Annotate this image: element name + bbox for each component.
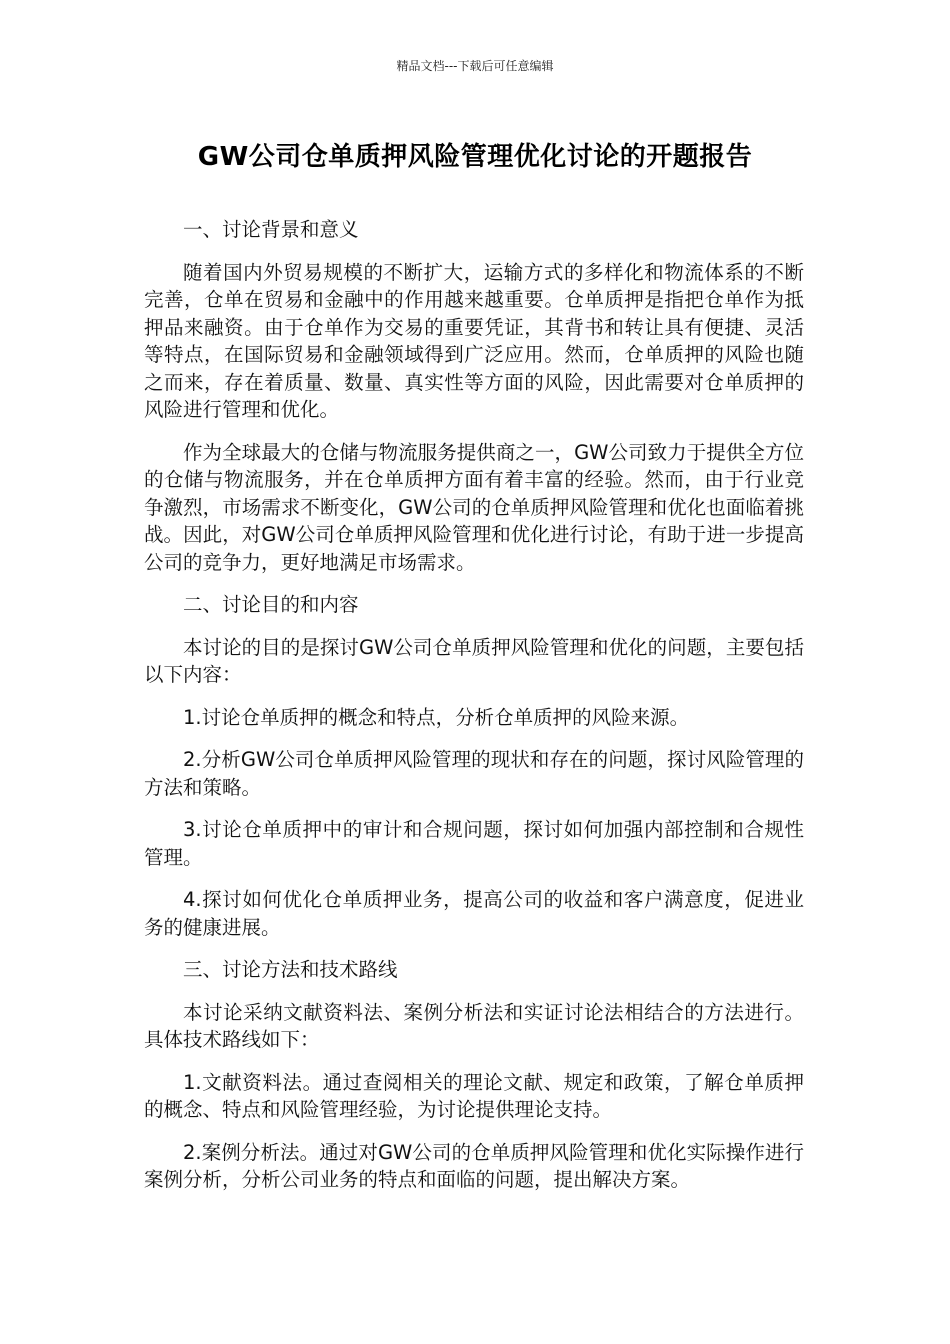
- header-note: 精品文档---下载后可任意编辑: [396, 59, 554, 73]
- paragraph-methods-intro: 本讨论采纳文献资料法、案例分析法和实证讨论法相结合的方法进行。具体技术路线如下：: [144, 1000, 804, 1051]
- list-item-purpose-2: 2.分析GW公司仓单质押风险管理的现状和存在的问题，探讨风险管理的方法和策略。: [144, 748, 804, 799]
- list-item-method-2: 2.案例分析法。通过对GW公司的仓单质押风险管理和优化实际操作进行案例分析，分析公司业务的特点和面临的问题，提出解决方案。: [144, 1140, 804, 1191]
- list-item-purpose-3: 3.讨论仓单质押中的审计和合规问题，探讨如何加强内部控制和合规性管理。: [144, 818, 804, 869]
- document-body: [144, 216, 804, 1209]
- paragraph-background-1: 随着国内外贸易规模的不断扩大，运输方式的多样化和物流体系的不断完善，仓单在贸易和金融中的作用越来越重要。仓单质押是指把仓单作为抵押品来融资。由于仓单作为交易的重要凭证，其背书和转让具有便捷、灵活等特点，在国际贸易和金融领域得到广泛应用。然而，仓单质押的风险也随之而来，存在着质量、数量、真实性等方面的风险，因此需要对仓单质押的风险进行管理和优化。: [144, 260, 804, 421]
- paragraph-background-2: 作为全球最大的仓储与物流服务提供商之一，GW公司致力于提供全方位的仓储与物流服务，并在仓单质押方面有着丰富的经验。然而，由于行业竞争激烈，市场需求不断变化，GW公司的仓单质押风险管理和优化也面临着挑战。因此，对GW公司仓单质押风险管理和优化进行讨论，有助于进一步提高公司的竞争力，更好地满足市场需求。: [144, 440, 804, 574]
- section-heading-methods: 三、讨论方法和技术路线: [183, 958, 398, 981]
- section-heading-purpose: 二、讨论目的和内容: [183, 593, 359, 616]
- document-title: GW公司仓单质押风险管理优化讨论的开题报告: [197, 142, 753, 172]
- list-item-purpose-1: 1.讨论仓单质押的概念和特点，分析仓单质押的风险来源。: [183, 705, 690, 729]
- list-item-method-1: 1.文献资料法。通过查阅相关的理论文献、规定和政策，了解仓单质押的概念、特点和风险管理经验，为讨论提供理论支持。: [144, 1070, 804, 1121]
- list-item-purpose-4: 4.探讨如何优化仓单质押业务，提高公司的收益和客户满意度，促进业务的健康进展。: [144, 888, 804, 939]
- section-heading-background: 一、讨论背景和意义: [183, 218, 359, 241]
- paragraph-purpose-intro: 本讨论的目的是探讨GW公司仓单质押风险管理和优化的问题，主要包括以下内容：: [144, 635, 804, 686]
